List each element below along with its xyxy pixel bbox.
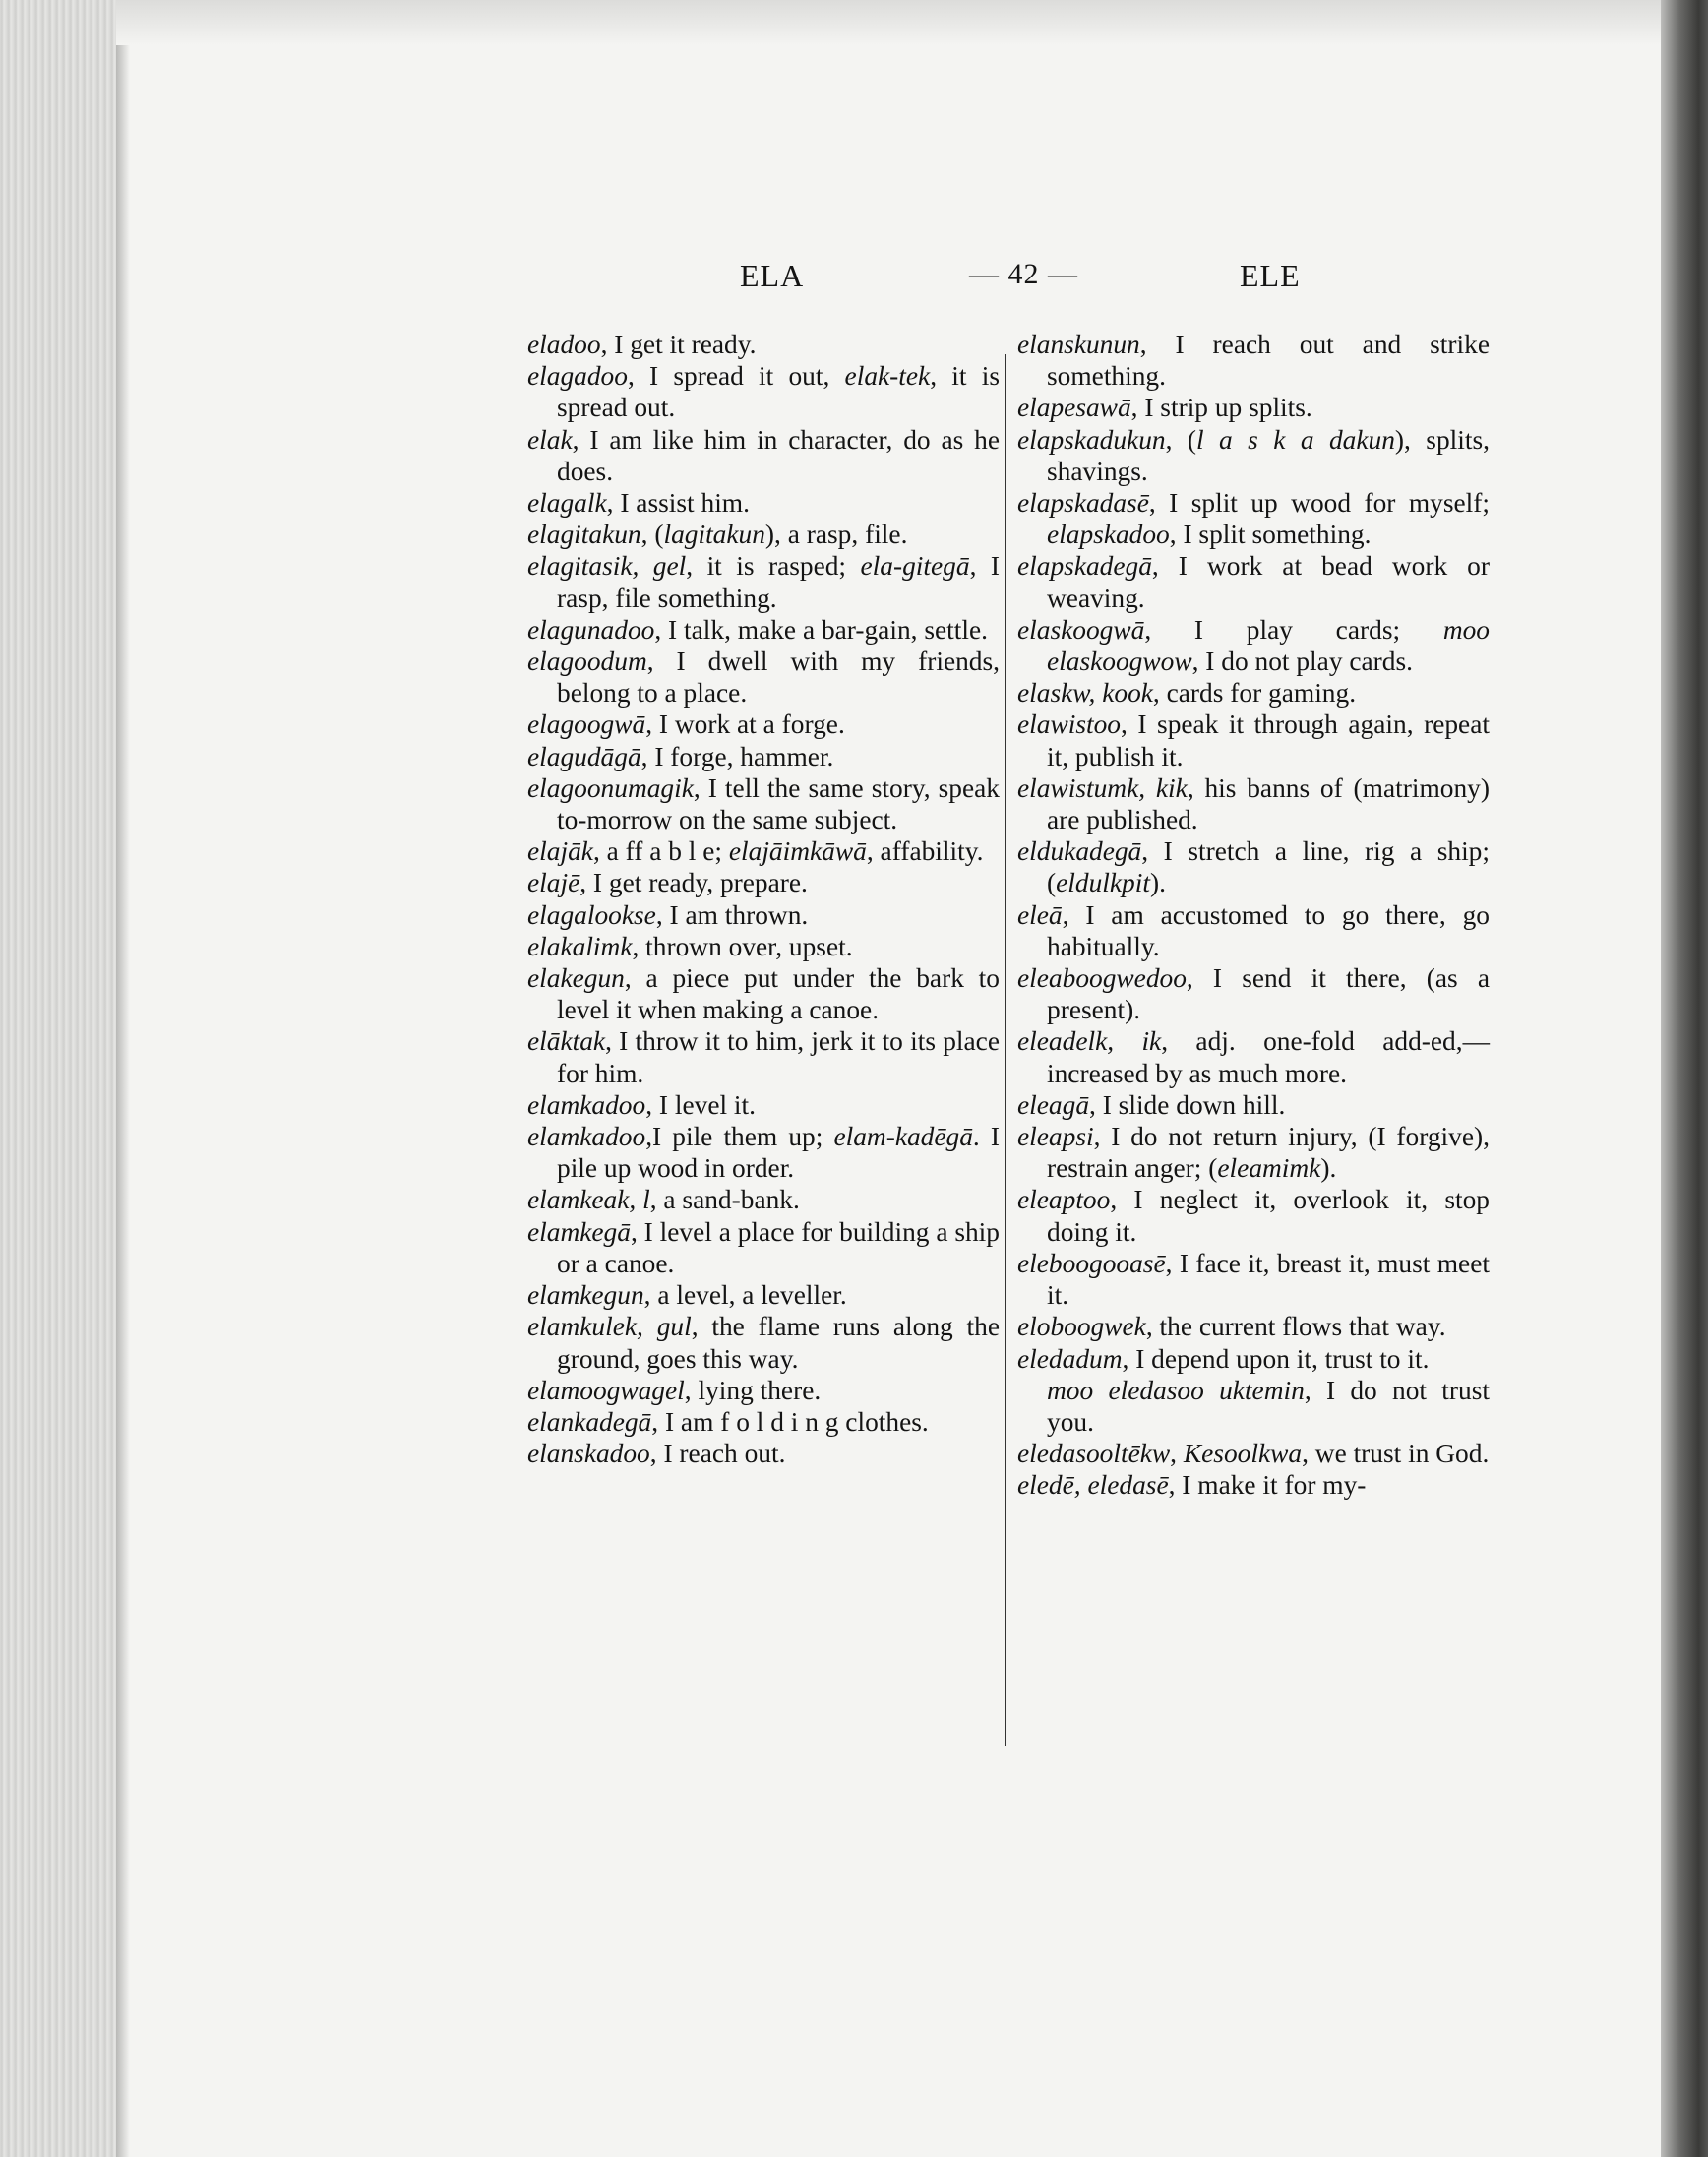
dictionary-entry (1017, 1343, 1490, 1375)
entry-definition: , I reach out and strike something. (1047, 330, 1490, 392)
entry-definition: , I get ready, prepare. (580, 868, 808, 898)
dictionary-entry (527, 1279, 1000, 1311)
dictionary-entry (1017, 614, 1490, 677)
entry-definition-continued: ), splits, shavings. (1047, 424, 1490, 486)
dictionary-entry (1017, 677, 1490, 709)
dictionary-entry (527, 1121, 1000, 1184)
dictionary-entry (1017, 835, 1490, 898)
dictionary-entry (1017, 1469, 1490, 1501)
dictionary-entry (1017, 772, 1490, 835)
entry-definition: , cards for gaming. (1152, 678, 1357, 709)
entry-definition: , I get it ready. (600, 330, 757, 359)
entry-variant: Kesoolkwa (1183, 1439, 1303, 1469)
entry-variant: elajāimkāwā (728, 836, 867, 867)
entry-variant: moo elaskoogwow (1047, 614, 1490, 677)
entry-definition-continued: , affability. (866, 836, 984, 867)
entry-subphrase: moo eledasoo uktemin (1047, 1375, 1305, 1405)
entry-definition-continued: . I pile up wood in order. (557, 1122, 1001, 1184)
entry-headword: eleaboogwedoo (1017, 963, 1187, 994)
entry-headword: elaskw, kook (1017, 678, 1153, 709)
entry-definition-continued: , I split something. (1169, 520, 1372, 550)
dictionary-entry (527, 962, 1000, 1025)
dictionary-entry (527, 772, 1000, 835)
entry-definition-continued: ). (1149, 868, 1166, 898)
entry-headword: elagoogwā (527, 709, 646, 740)
header-left-guide-word: ELA (740, 258, 805, 293)
entry-headword: elawistoo (1017, 709, 1122, 740)
dictionary-entry (527, 1438, 1000, 1469)
dictionary-entry (527, 931, 1000, 962)
dictionary-entry (527, 1311, 1000, 1374)
dictionary-entry (527, 614, 1000, 646)
entry-headword: elamkulek, gul (527, 1312, 692, 1342)
dictionary-entry (527, 1375, 1000, 1406)
entry-headword: eleā (1017, 899, 1063, 930)
entry-definition: , I depend upon it, trust to it. (1122, 1343, 1430, 1374)
entry-headword: elanskadoo (527, 1439, 650, 1469)
entry-headword: elamkegun (527, 1280, 644, 1311)
book-spine (1661, 0, 1708, 2157)
entry-headword: eleadelk, ik (1017, 1026, 1162, 1057)
dictionary-entry (1017, 962, 1490, 1025)
dictionary-entry (527, 709, 1000, 740)
entry-headword: eleaptoo (1017, 1185, 1111, 1215)
entry-definition: , I tell the same story, speak to-morrow on the same subject. (557, 772, 1000, 835)
entry-definition: , I forge, hammer. (640, 741, 834, 771)
dictionary-entry (527, 1025, 1000, 1088)
dictionary-entry (527, 741, 1000, 772)
entry-definition: , I neglect it, overlook it, stop doing it. (1047, 1185, 1490, 1247)
entry-definition: , I split up wood for myself; (1148, 488, 1490, 519)
entry-definition: , his banns of (matrimony) are published. (1047, 772, 1490, 835)
entry-headword: elagadoo (527, 361, 628, 392)
page-edge-shadow (116, 0, 130, 2157)
entry-headword: elamkeak, l (527, 1185, 650, 1215)
entry-headword: elamoogwagel (527, 1375, 685, 1405)
entry-headword: elajāk (527, 836, 593, 867)
entry-definition-continued: , we trust in God. (1302, 1439, 1490, 1469)
entry-headword: elāktak (527, 1026, 606, 1057)
entry-definition: , ( (640, 520, 664, 550)
left-column (527, 329, 1000, 1469)
entry-definition: , it is rasped; (686, 551, 861, 582)
entry-headword: elagitakun (527, 520, 641, 550)
entry-headword: elakegun (527, 963, 625, 994)
dictionary-entry (1017, 709, 1490, 771)
entry-variant: ela-gitegā (860, 551, 970, 582)
entry-definition: , I am f o l d i n g clothes. (651, 1406, 929, 1437)
entry-definition: , I am like him in character, do as he does. (557, 424, 1000, 486)
dictionary-entry (1017, 1311, 1490, 1342)
entry-definition: , ( (1165, 424, 1197, 455)
dictionary-entry (527, 867, 1000, 898)
entry-definition: , I speak it through again, repeat it, publish it. (1047, 709, 1490, 771)
entry-definition: , lying there. (684, 1375, 822, 1405)
entry-variant: eldulkpit (1056, 868, 1150, 898)
entry-definition-continued: , I rasp, file something. (557, 551, 1000, 613)
right-column (1017, 329, 1490, 1502)
entry-definition: , I work at a forge. (645, 709, 845, 740)
entry-definition: , I throw it to him, jerk it to its place for him. (557, 1026, 1000, 1088)
entry-headword: eladoo (527, 330, 601, 359)
dictionary-entry (1017, 1248, 1490, 1311)
entry-headword: eledadum (1017, 1343, 1123, 1374)
entry-definition-continued: ). (1320, 1153, 1337, 1184)
entry-headword: elamkadoo (527, 1089, 646, 1120)
dictionary-entry (527, 1089, 1000, 1121)
entry-headword: eldukadegā (1017, 836, 1142, 867)
entry-headword: elapskadegā (1017, 551, 1152, 582)
page-header (531, 258, 1318, 317)
entry-headword: elapesawā (1017, 393, 1131, 423)
entry-headword: elagoonumagik (527, 772, 694, 803)
entry-headword: elakalimk (527, 931, 633, 961)
entry-definition: , I strip up splits. (1130, 393, 1312, 423)
dictionary-entry (1017, 899, 1490, 962)
entry-headword: elagoodum (527, 647, 647, 677)
entry-headword: elapskadukun (1017, 424, 1166, 455)
entry-variant: elam-kadēgā (833, 1122, 973, 1152)
entry-definition: , adj. one-fold add-ed,— increased by as much more. (1047, 1026, 1490, 1088)
entry-definition: , the current flows that way. (1145, 1312, 1446, 1342)
entry-headword: elagalookse (527, 899, 656, 930)
entry-definition: , the flame runs along the ground, goes this way. (557, 1312, 1000, 1374)
entry-definition-continued: , I do not play cards. (1191, 647, 1414, 677)
top-shade (116, 0, 1661, 45)
dictionary-entry (527, 487, 1000, 519)
entry-headword: elaskoogwā (1017, 614, 1145, 645)
entry-headword: elamkegā (527, 1216, 631, 1247)
entry-definition: , I level it. (645, 1089, 756, 1120)
column-divider (1005, 354, 1006, 1746)
dictionary-entry (527, 329, 1000, 360)
entry-variant: elak-tek (844, 361, 931, 392)
dictionary-entry (527, 424, 1000, 487)
entry-definition: , (1170, 1439, 1184, 1469)
dictionary-entry (1017, 1375, 1490, 1438)
entry-definition: , I do not return injury, (I forgive), restrain anger; ( (1047, 1122, 1490, 1184)
entry-definition: , a piece put under the bark to level it when making a canoe. (557, 963, 1000, 1025)
entry-headword: eleboogooasē (1017, 1248, 1166, 1278)
dictionary-entry (1017, 1184, 1490, 1247)
page-number: — 42 — (969, 258, 1078, 290)
dictionary-entry (1017, 487, 1490, 550)
dictionary-entry (1017, 329, 1490, 392)
entry-definition: , I send it there, (as a present). (1047, 963, 1490, 1025)
entry-variant: l a s k a dakun (1196, 424, 1395, 455)
dictionary-entry (1017, 1025, 1490, 1088)
entry-definition: , I level a place for building a ship or a canoe. (557, 1216, 1000, 1278)
entry-headword: eledasooltēkw (1017, 1439, 1171, 1469)
entry-headword: elagitasik, gel (527, 551, 687, 582)
entry-definition: , I reach out. (649, 1439, 786, 1469)
dictionary-entry (527, 550, 1000, 613)
entry-definition: , a ff a b l e; (592, 836, 729, 867)
dictionary-entry (527, 646, 1000, 709)
dictionary-entry (1017, 392, 1490, 423)
dictionary-entry (1017, 424, 1490, 487)
entry-headword: elanskunun (1017, 330, 1140, 359)
entry-variant: eleamimk (1217, 1153, 1321, 1184)
page-edge (0, 0, 116, 2157)
header-right-guide-word: ELE (1240, 258, 1301, 293)
dictionary-entry (527, 835, 1000, 867)
dictionary-entry (527, 360, 1000, 423)
entry-headword: elapskadasē (1017, 488, 1149, 519)
entry-definition: , I assist him. (606, 488, 750, 519)
dictionary-entry (1017, 1121, 1490, 1184)
entry-headword: elamkadoo (527, 1122, 646, 1152)
entry-definition: , I spread it out, (627, 361, 845, 392)
entry-headword: elagunadoo (527, 614, 655, 645)
entry-definition-continued: , it is spread out. (557, 361, 1000, 423)
entry-variant: lagitakun (663, 520, 765, 550)
entry-definition: , thrown over, upset. (632, 931, 853, 961)
dictionary-entry (1017, 550, 1490, 613)
entry-headword: eleapsi (1017, 1122, 1094, 1152)
dictionary-entry (527, 519, 1000, 550)
entry-definition: , I talk, make a bar-gain, settle. (654, 614, 988, 645)
entry-definition: , a level, a leveller. (643, 1280, 847, 1311)
entry-definition: , I face it, breast it, must meet it. (1047, 1248, 1490, 1311)
entry-headword: elankadegā (527, 1406, 652, 1437)
entry-definition: , a sand-bank. (649, 1185, 800, 1215)
entry-definition: , I do not trust you. (1047, 1375, 1490, 1437)
entry-definition: , I stretch a line, rig a ship; ( (1047, 836, 1490, 898)
entry-definition: , I work at bead work or weaving. (1047, 551, 1490, 613)
dictionary-entry (1017, 1089, 1490, 1121)
dictionary-entry (527, 1184, 1000, 1215)
entry-headword: elagalk (527, 488, 607, 519)
dictionary-entry (527, 1216, 1000, 1279)
entry-definition-continued: ), a rasp, file. (764, 520, 908, 550)
entry-headword: elagudāgā (527, 741, 641, 771)
entry-headword: eloboogwek (1017, 1312, 1146, 1342)
entry-definition: ,I pile them up; (645, 1122, 834, 1152)
entry-definition: , I make it for my- (1168, 1470, 1367, 1501)
entry-headword: eleagā (1017, 1089, 1090, 1120)
entry-definition: , I am thrown. (655, 899, 809, 930)
entry-headword: elawistumk, kik (1017, 772, 1188, 803)
entry-headword: eledē, eledasē (1017, 1470, 1169, 1501)
dictionary-entry (527, 1406, 1000, 1438)
entry-headword: elajē (527, 868, 580, 898)
entry-variant: elapskadoo (1047, 520, 1170, 550)
entry-definition: , I slide down hill. (1089, 1089, 1286, 1120)
dictionary-entry (1017, 1438, 1490, 1469)
entry-headword: elak (527, 424, 573, 455)
dictionary-entry (527, 899, 1000, 931)
entry-definition: , I am accustomed to go there, go habitually. (1047, 899, 1490, 961)
entry-definition: , I play cards; (1144, 614, 1443, 645)
entry-definition: , I dwell with my friends, belong to a place. (557, 647, 1000, 709)
